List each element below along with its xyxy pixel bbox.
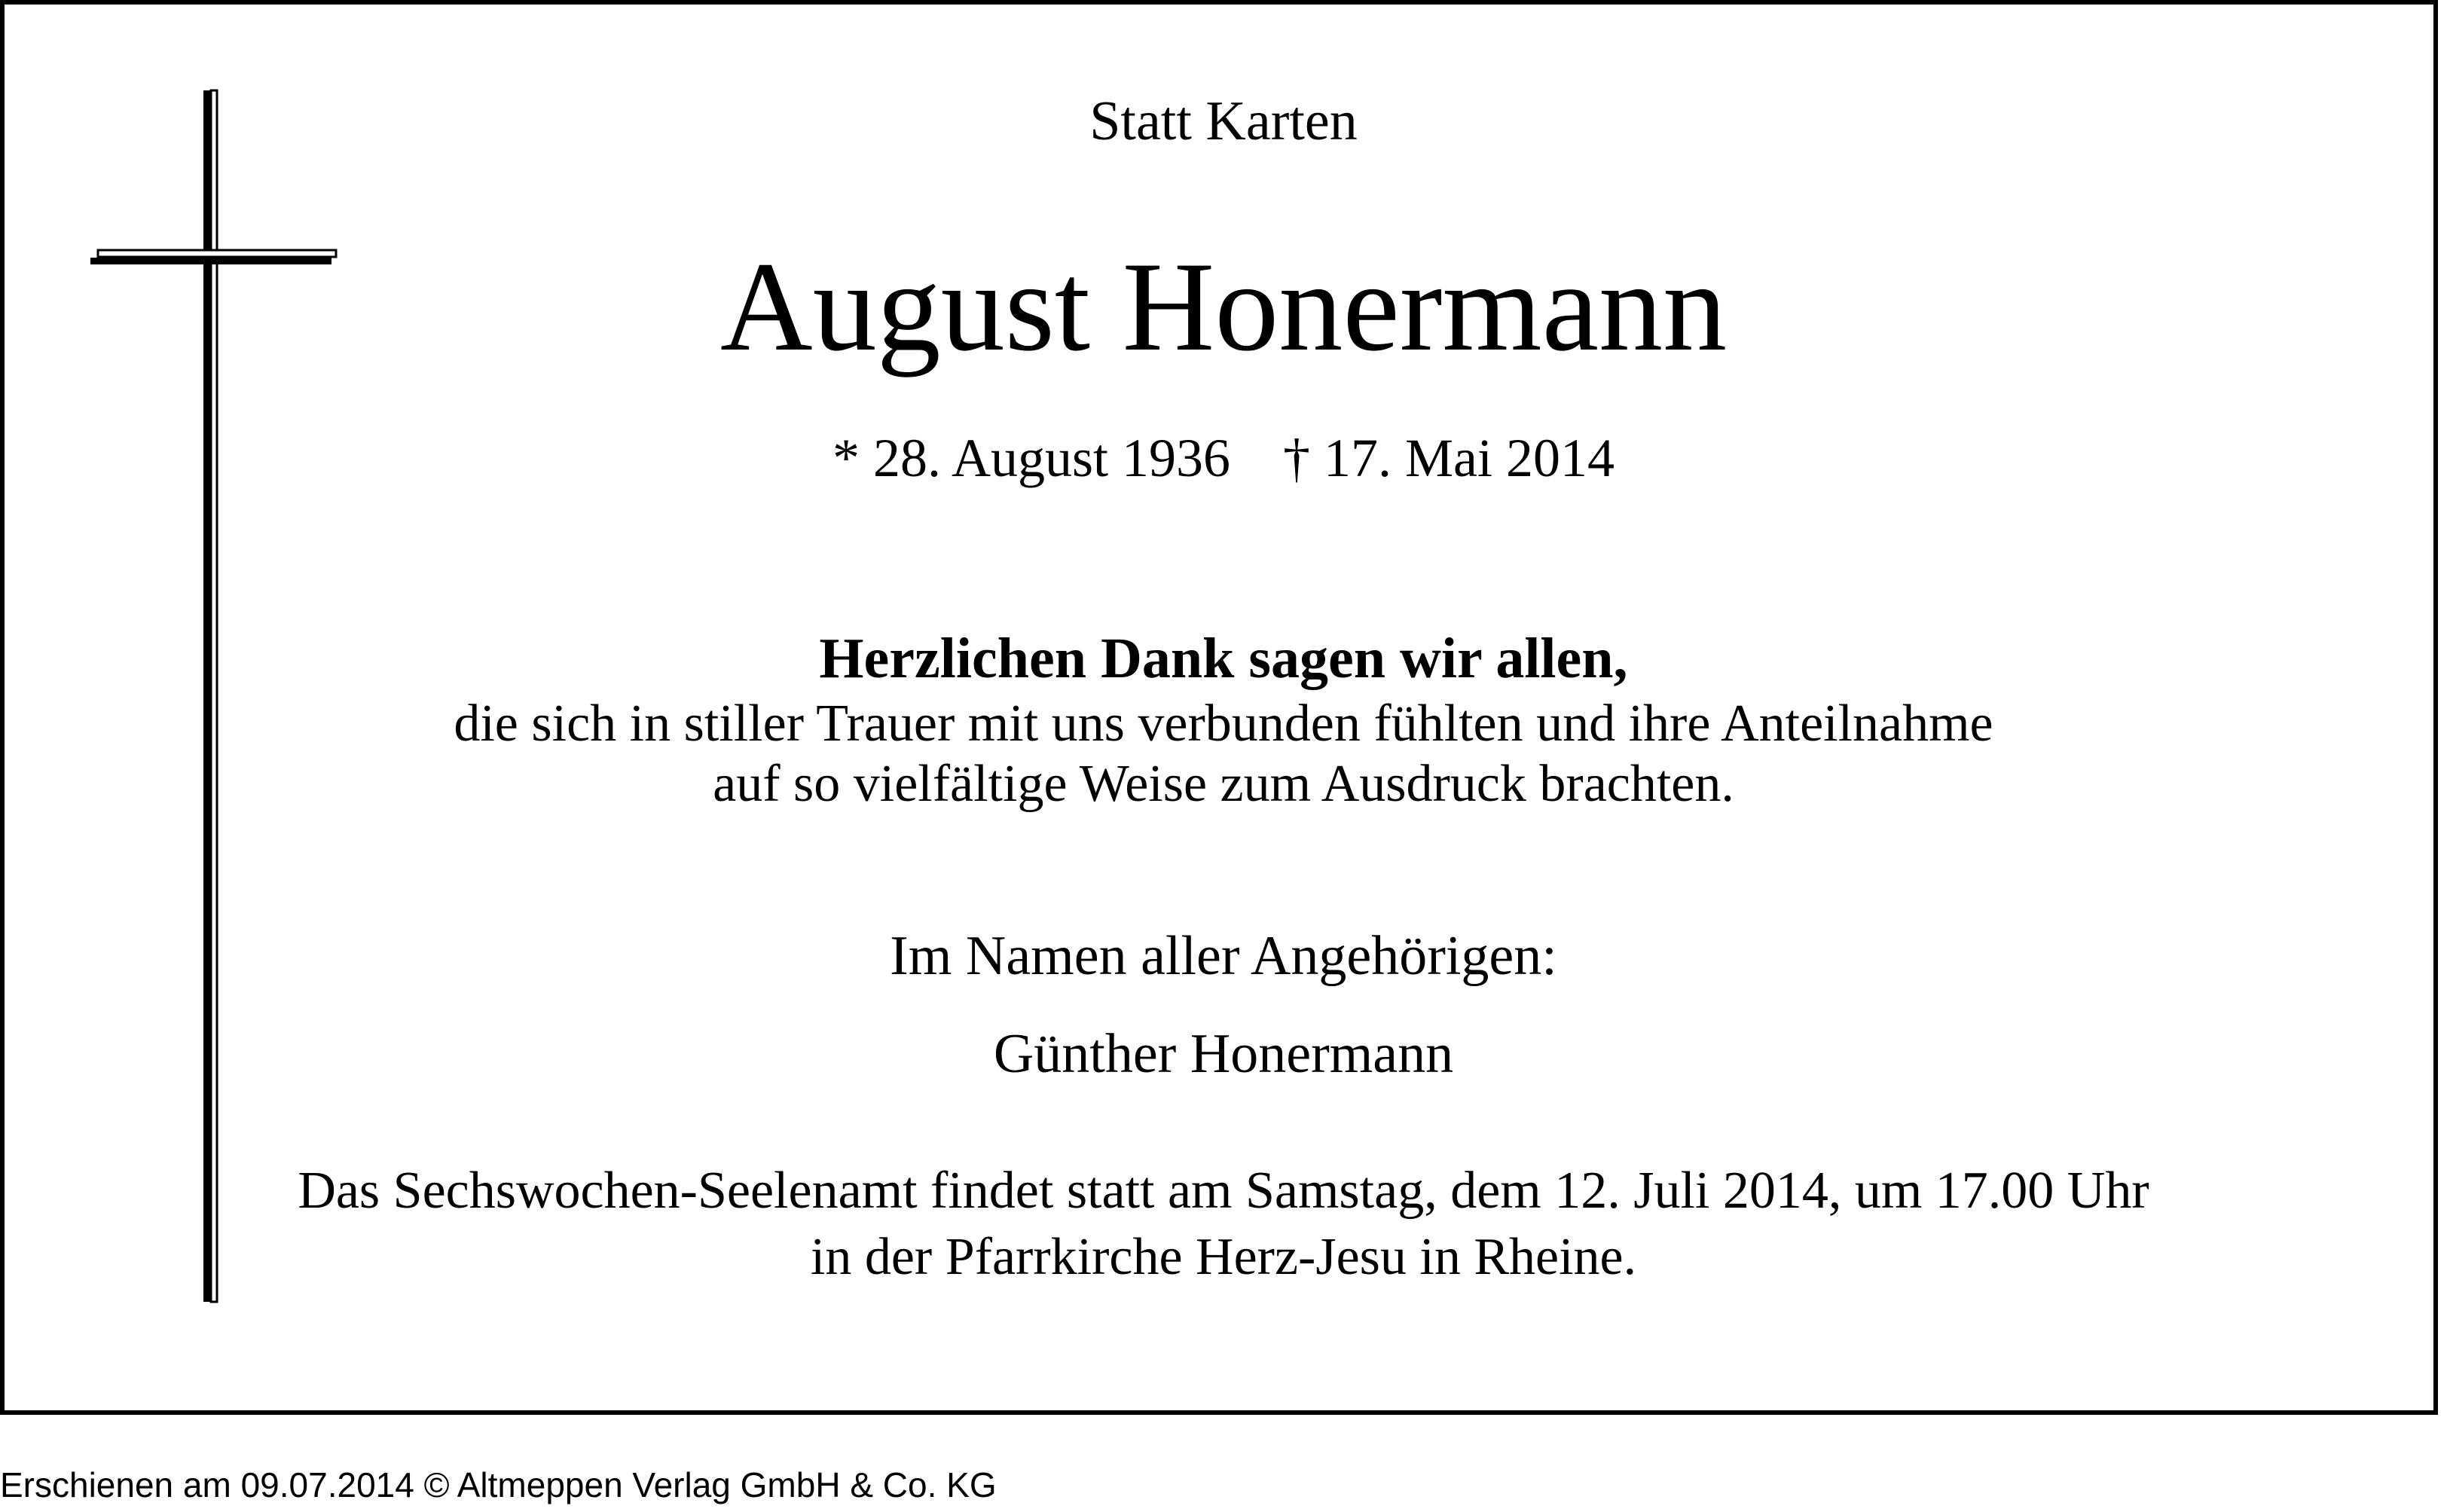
publication-footer: Erschienen am 09.07.2014 © Altmeppen Verlag GmbH & Co. KG — [0, 1465, 997, 1504]
thanks-body-line: auf so vielfältige Weise zum Ausdruck brachten. — [713, 755, 1734, 813]
thanks-body-line: die sich in stiller Trauer mit uns verbunden fühlten und ihre Anteilnahme — [454, 695, 1993, 753]
thanks-heading: Herzlichen Dank sagen wir allen, — [819, 627, 1628, 690]
deceased-name: August Honermann — [719, 236, 1728, 377]
service-info-line: Das Sechswochen-Seelenamt findet statt am Samstag, dem 12. Juli 2014, um 17.00 Uhr — [298, 1162, 2149, 1220]
life-dates — [0, 428, 2447, 488]
on-behalf-line: Im Namen aller Angehörigen: — [890, 925, 1557, 987]
notice-header: Statt Karten — [1089, 90, 1358, 152]
birth-date: * 28. August 1936 — [832, 428, 1231, 488]
signer-name: Günther Honermann — [993, 1023, 1454, 1085]
service-info-line: in der Pfarrkirche Herz-Jesu in Rheine. — [810, 1228, 1637, 1286]
death-date: † 17. Mai 2014 — [1283, 428, 1615, 488]
